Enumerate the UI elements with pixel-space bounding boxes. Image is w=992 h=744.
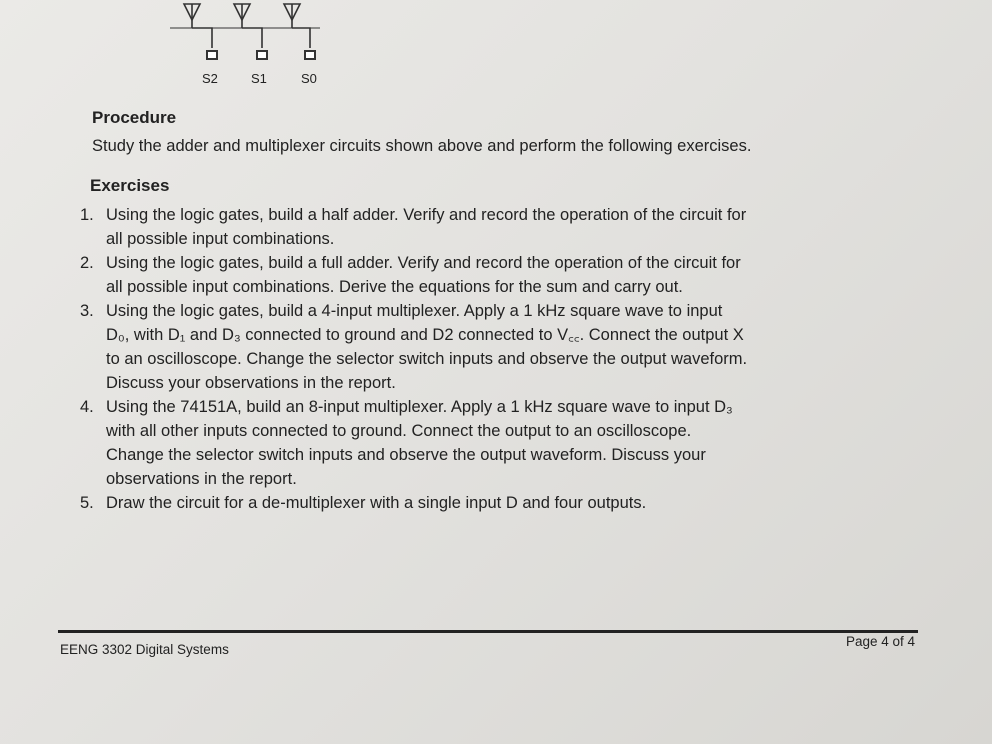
exercise-line: observations in the report. (106, 470, 297, 488)
exercise-number: 5. (80, 494, 94, 512)
switch-label-s1: S1 (251, 71, 267, 86)
exercise-number: 4. (80, 398, 94, 416)
exercise-item-1 (60, 203, 910, 251)
footer-course: EENG 3302 Digital Systems (60, 642, 229, 657)
exercise-item-5 (60, 491, 910, 515)
exercise-line: Using the logic gates, build a full adder. Verify and record the operation of the circuit for (106, 254, 741, 272)
exercise-line: to an oscilloscope. Change the selector switch inputs and observe the output waveform. (106, 350, 748, 368)
footer-rule (58, 630, 918, 633)
exercise-list (60, 203, 910, 515)
exercise-line: Using the logic gates, build a 4-input multiplexer. Apply a 1 kHz square wave to input (106, 302, 723, 320)
exercise-item-4 (60, 395, 910, 491)
switch-label-s0: S0 (301, 71, 317, 86)
footer-page-number: Page 4 of 4 (846, 634, 916, 649)
exercises-heading: Exercises (90, 176, 170, 195)
exercise-line: all possible input combinations. Derive the equations for the sum and carry out. (106, 278, 683, 296)
exercise-number: 2. (80, 254, 94, 272)
exercise-item-3 (60, 299, 910, 395)
switch-label-s2: S2 (202, 71, 218, 86)
exercise-line: with all other inputs connected to ground. Connect the output to an oscilloscope. (106, 422, 692, 440)
exercise-line: Draw the circuit for a de-multiplexer with a single input D and four outputs. (106, 494, 647, 512)
exercise-line: Using the 74151A, build an 8-input multiplexer. Apply a 1 kHz square wave to input D₃ (106, 398, 733, 416)
exercise-number: 3. (80, 302, 94, 320)
procedure-text: Study the adder and multiplexer circuits shown above and perform the following exercises. (92, 137, 752, 155)
exercise-line: Using the logic gates, build a half adder. Verify and record the operation of the circuit for (106, 206, 747, 224)
exercise-line: Change the selector switch inputs and observe the output waveform. Discuss your (106, 446, 706, 464)
exercise-line: all possible input combinations. (106, 230, 335, 248)
exercise-item-2 (60, 251, 910, 299)
exercise-line: D₀, with D₁ and D₃ connected to ground and D2 connected to V꜀꜀. Connect the output X (106, 326, 744, 344)
exercise-number: 1. (80, 206, 94, 224)
procedure-heading: Procedure (92, 108, 177, 127)
exercise-line: Discuss your observations in the report. (106, 374, 396, 392)
